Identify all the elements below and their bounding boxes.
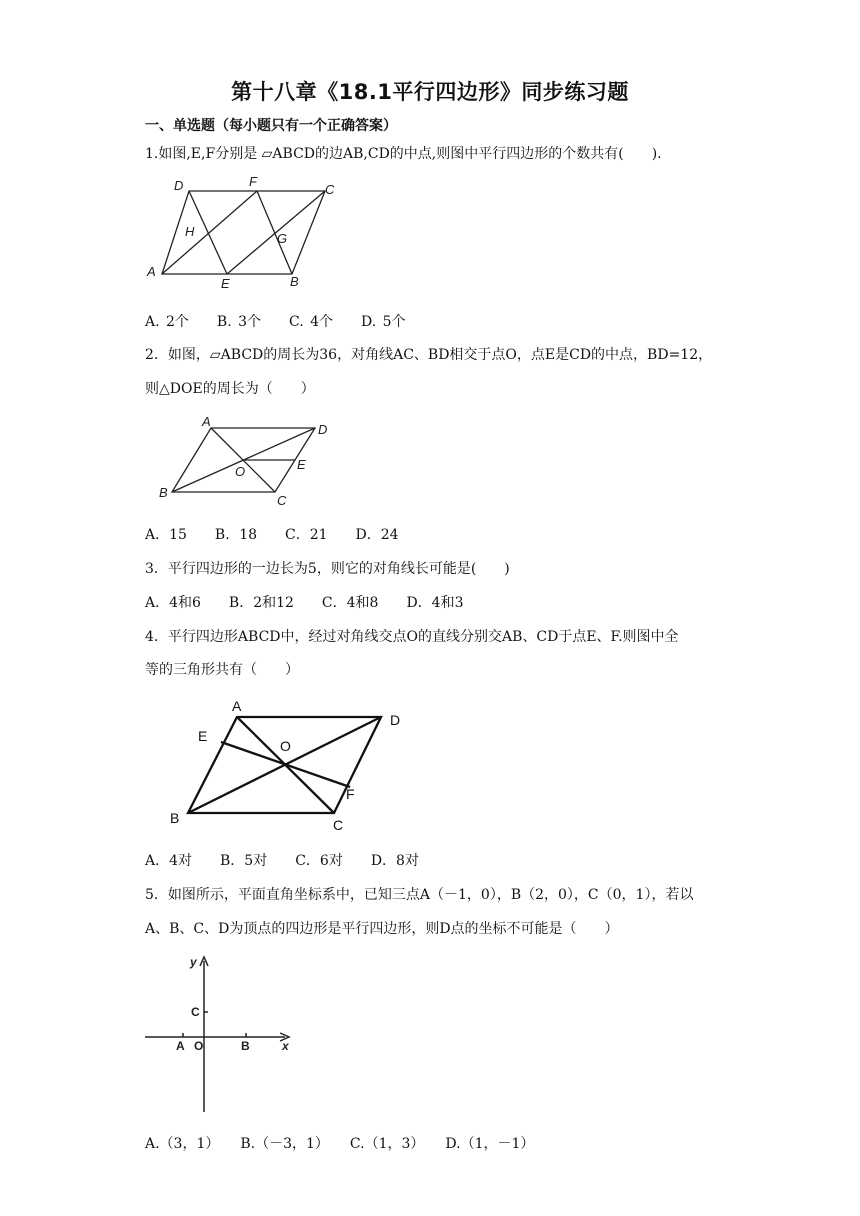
fig5-label-A: A <box>176 1039 185 1053</box>
fig4-label-E: E <box>198 728 208 744</box>
fig1-label-G: G <box>277 231 288 246</box>
fig1-label-C: C <box>325 182 335 197</box>
fig5-label-x: x <box>282 1039 289 1053</box>
question-1-options: A. 2个 B. 3个 C. 4个 D. 5个 <box>145 314 406 330</box>
fig2-label-E: E <box>297 457 306 472</box>
question-2-options: A．15 B．18 C．21 D．24 <box>145 527 399 543</box>
fig1-label-D: D <box>174 178 184 193</box>
question-3-text: 3．平行四边形的一边长为5，则它的对角线长可能是( ) <box>145 561 510 577</box>
fig2-label-B: B <box>159 485 168 500</box>
fig5-label-B: B <box>241 1039 250 1053</box>
fig5-label-y: y <box>190 955 197 969</box>
fig2-label-A: A <box>202 414 211 429</box>
fig5-label-O: O <box>194 1039 204 1053</box>
fig2-label-O: O <box>235 464 246 479</box>
question-2-text-line1: 2．如图，▱ABCD的周长为36，对角线AC、BD相交于点O，点E是CD的中点，BD=12， <box>145 347 713 363</box>
page-title: 第十八章《18.1平行四边形》同步练习题 <box>231 80 629 104</box>
question-2-text-line2: 则△DOE的周长为（ ） <box>145 381 315 397</box>
fig1-label-E: E <box>221 276 230 291</box>
question-3-options: A．4和6 B．2和12 C．4和8 D．4和3 <box>145 595 464 611</box>
fig1-label-H: H <box>185 224 195 239</box>
fig4-label-D: D <box>390 712 401 728</box>
question-5-text-line2: A、B、C、D为顶点的四边形是平行四边形，则D点的坐标不可能是（ ） <box>145 921 619 937</box>
fig4-label-B: B <box>170 810 180 826</box>
fig4-label-C: C <box>333 817 344 833</box>
fig2-label-C: C <box>277 493 287 508</box>
fig4-label-A: A <box>232 698 242 714</box>
fig1-label-F: F <box>249 174 257 189</box>
fig4-label-O: O <box>280 738 291 754</box>
question-4-options: A．4对 B．5对 C．6对 D．8对 <box>145 853 419 869</box>
question-5-options: A.（3，1） B.（－3，1） C.（1，3） D.（1，－1） <box>145 1136 535 1152</box>
fig1-label-B: B <box>290 274 299 289</box>
question-1-text: 1.如图,E,F分别是 ▱ABCD的边AB,CD的中点,则图中平行四边形的个数共有( ). <box>145 146 662 162</box>
section-heading: 一、单选题（每小题只有一个正确答案） <box>145 118 397 134</box>
fig4-label-F: F <box>346 786 355 802</box>
question-5-text-line1: 5．如图所示，平面直角坐标系中，已知三点A（－1，0），B（2，0），C（0，1），若以 <box>145 887 694 903</box>
fig5-label-C: C <box>191 1005 200 1019</box>
fig1-label-A: A <box>147 264 156 279</box>
question-4-text-line1: 4．平行四边形ABCD中，经过对角线交点O的直线分别交AB、CD于点E、F.则图中全 <box>145 629 679 645</box>
fig2-label-D: D <box>318 422 328 437</box>
question-4-text-line2: 等的三角形共有（ ） <box>145 662 299 678</box>
